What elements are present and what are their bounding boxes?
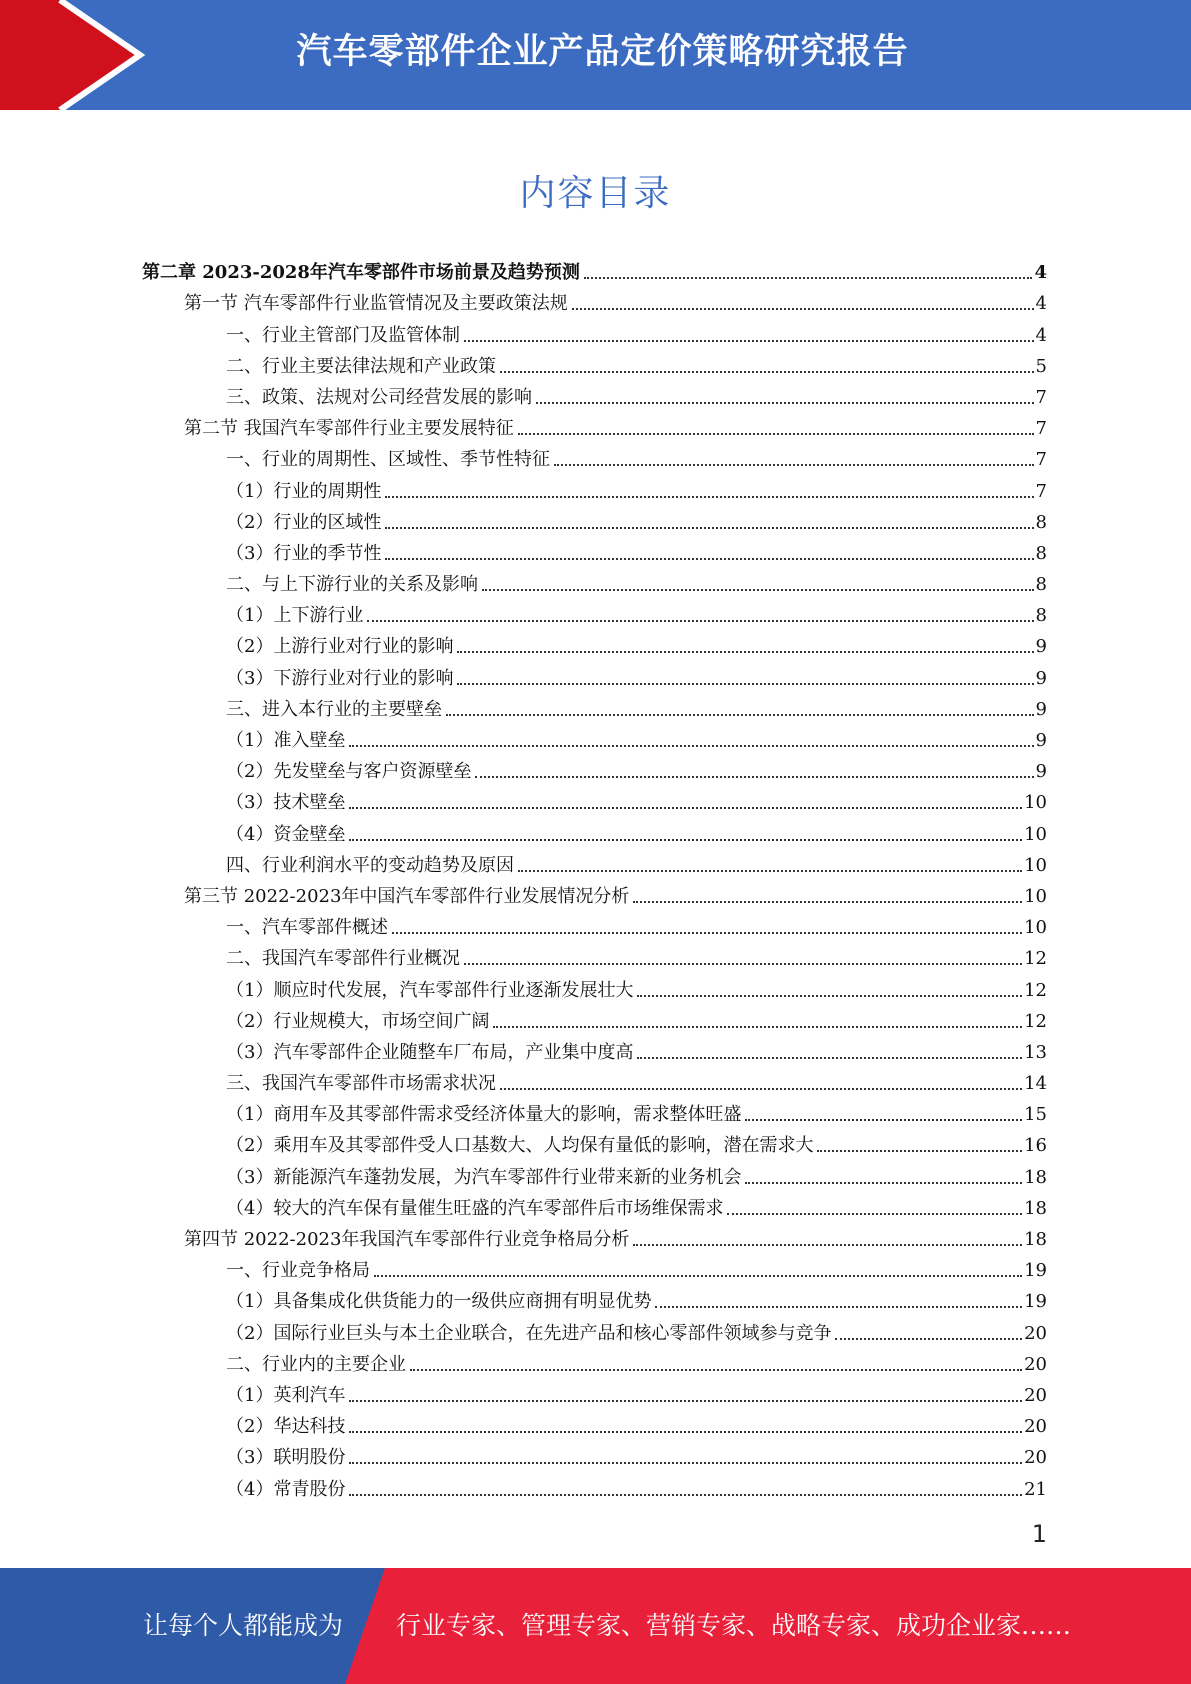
toc-dot-leader: [349, 1400, 1022, 1402]
toc-dot-leader: [518, 433, 1034, 435]
toc-entry-text: （1）行业的周期性: [226, 480, 382, 502]
toc-dot-leader: [410, 1369, 1022, 1371]
toc-entry[interactable]: [0, 1438, 1191, 1469]
toc-entry-page: 4: [1034, 262, 1047, 284]
toc-entry-page: 7: [1035, 418, 1047, 440]
toc-entry[interactable]: [0, 939, 1191, 970]
toc-entry[interactable]: [0, 752, 1191, 783]
toc-entry-text: 第一节 汽车零部件行业监管情况及主要政策法规: [184, 293, 568, 315]
toc-entry-page: 18: [1024, 1197, 1047, 1219]
toc-entry-page: 12: [1024, 948, 1047, 970]
toc-entry[interactable]: [0, 1002, 1191, 1033]
toc-entry[interactable]: [0, 596, 1191, 627]
toc-entry[interactable]: [0, 877, 1191, 908]
toc-entry-page: 8: [1035, 511, 1047, 533]
toc-entry-text: 二、我国汽车零部件行业概况: [226, 948, 460, 970]
toc-entry[interactable]: [0, 814, 1191, 845]
toc-entry-page: 13: [1024, 1041, 1047, 1063]
toc-entry-page: 4: [1035, 293, 1047, 315]
toc-dot-leader: [637, 1057, 1022, 1059]
toc-dot-leader: [655, 1306, 1022, 1308]
toc-dot-leader: [385, 496, 1033, 498]
toc-entry-page: 14: [1024, 1073, 1047, 1095]
toc-entry-page: 10: [1024, 823, 1047, 845]
toc-entry-page: 15: [1024, 1104, 1047, 1126]
toc-dot-leader: [518, 870, 1022, 872]
toc-entry[interactable]: [0, 503, 1191, 534]
toc-entry-page: 8: [1035, 605, 1047, 627]
toc-entry-page: 12: [1024, 979, 1047, 1001]
toc-entry[interactable]: [0, 846, 1191, 877]
toc-dot-leader: [457, 683, 1033, 685]
toc-dot-leader: [475, 776, 1033, 778]
toc-entry-text: 二、行业主要法律法规和产业政策: [226, 355, 496, 377]
toc-entry-text: （2）行业规模大，市场空间广阔: [226, 1010, 490, 1032]
toc-entry[interactable]: [0, 1064, 1191, 1095]
toc-dot-leader: [633, 901, 1022, 903]
toc-entry-text: 三、政策、法规对公司经营发展的影响: [226, 386, 532, 408]
toc-dot-leader: [493, 1026, 1022, 1028]
toc-entry-page: 9: [1035, 698, 1047, 720]
toc-entry[interactable]: [0, 1220, 1191, 1251]
toc-entry-page: 20: [1024, 1353, 1047, 1375]
toc-dot-leader: [817, 1150, 1022, 1152]
toc-entry-text: 一、行业主管部门及监管体制: [226, 324, 460, 346]
toc-dot-leader: [349, 1494, 1022, 1496]
toc-entry[interactable]: [0, 1251, 1191, 1282]
toc-entry-text: 第四节 2022-2023年我国汽车零部件行业竞争格局分析: [184, 1229, 630, 1250]
toc-entry-page: 9: [1035, 636, 1047, 658]
toc-entry-page: 12: [1024, 1010, 1047, 1032]
footer-slogan-left: 让每个人都能成为: [143, 1611, 344, 1640]
toc-entry[interactable]: [0, 721, 1191, 752]
toc-entry[interactable]: [0, 284, 1191, 315]
toc-entry[interactable]: [0, 1313, 1191, 1344]
toc-entry-text: 二、与上下游行业的关系及影响: [226, 574, 478, 596]
toc-dot-leader: [446, 714, 1034, 716]
toc-entry-page: 19: [1024, 1260, 1047, 1282]
toc-dot-leader: [572, 308, 1034, 310]
toc-entry-text: （3）下游行业对行业的影响: [226, 667, 454, 689]
toc-dot-leader: [349, 839, 1022, 841]
toc-list: [0, 253, 1191, 1501]
toc-entry-text: （4）较大的汽车保有量催生旺盛的汽车零部件后市场维保需求: [226, 1197, 724, 1219]
toc-entry-text: （2）行业的区域性: [226, 511, 382, 533]
toc-entry[interactable]: [0, 658, 1191, 689]
toc-entry-page: 4: [1035, 324, 1047, 346]
header-banner: [0, 0, 1191, 110]
toc-entry-text: （2）华达科技: [226, 1416, 346, 1438]
footer-banner: [0, 1568, 1191, 1684]
toc-entry[interactable]: [0, 378, 1191, 409]
toc-entry[interactable]: [0, 253, 1191, 284]
toc-dot-leader: [633, 1244, 1022, 1246]
toc-dot-leader: [464, 963, 1022, 965]
toc-entry-text: （1）英利汽车: [226, 1384, 346, 1406]
toc-dot-leader: [464, 340, 1034, 342]
toc-entry[interactable]: [0, 970, 1191, 1001]
page-number: 1: [1031, 1520, 1047, 1548]
toc-entry[interactable]: [0, 1157, 1191, 1188]
toc-entry[interactable]: [0, 783, 1191, 814]
toc-entry[interactable]: [0, 1189, 1191, 1220]
toc-entry[interactable]: [0, 1376, 1191, 1407]
toc-entry[interactable]: [0, 565, 1191, 596]
toc-entry-text: （2）国际行业巨头与本土企业联合，在先进产品和核心零部件领域参与竞争: [226, 1322, 832, 1344]
toc-heading: 内容目录: [519, 173, 672, 214]
toc-entry-page: 20: [1024, 1384, 1047, 1406]
toc-entry[interactable]: [0, 409, 1191, 440]
toc-entry[interactable]: [0, 1126, 1191, 1157]
toc-entry-text: 四、行业利润水平的变动趋势及原因: [226, 854, 514, 876]
toc-entry-text: 二、行业内的主要企业: [226, 1353, 406, 1375]
toc-entry-page: 7: [1035, 449, 1047, 471]
toc-entry-text: 第三节 2022-2023年中国汽车零部件行业发展情况分析: [184, 885, 630, 907]
toc-dot-leader: [727, 1213, 1022, 1215]
toc-entry-text: （3）联明股份: [226, 1447, 346, 1469]
toc-entry-text: （1）上下游行业: [226, 605, 364, 627]
toc-entry[interactable]: [0, 315, 1191, 346]
toc-entry-text: （4）资金壁垒: [226, 823, 346, 845]
toc-entry-text: （1）准入壁垒: [226, 730, 346, 751]
toc-dot-leader: [745, 1119, 1022, 1121]
toc-entry-text: 第二节 我国汽车零部件行业主要发展特征: [184, 418, 514, 440]
toc-entry-page: 18: [1024, 1166, 1047, 1188]
toc-entry-text: （3）技术壁垒: [226, 792, 346, 814]
toc-entry-page: 10: [1024, 885, 1047, 907]
toc-entry-page: 9: [1035, 761, 1047, 783]
toc-entry-page: 19: [1024, 1291, 1047, 1313]
toc-dot-leader: [374, 1275, 1022, 1277]
toc-entry-page: 8: [1035, 542, 1047, 564]
toc-entry-text: （1）商用车及其零部件需求受经济体量大的影响，需求整体旺盛: [226, 1104, 742, 1126]
toc-dot-leader: [385, 558, 1033, 560]
toc-dot-leader: [745, 1182, 1022, 1184]
toc-entry-page: 7: [1035, 386, 1047, 408]
toc-dot-leader: [637, 995, 1022, 997]
toc-entry-page: 9: [1035, 730, 1047, 751]
toc-dot-leader: [482, 589, 1034, 591]
toc-entry-page: 20: [1024, 1416, 1047, 1438]
toc-entry-text: 三、进入本行业的主要壁垒: [226, 698, 442, 720]
toc-entry[interactable]: [0, 1033, 1191, 1064]
toc-entry-page: 21: [1024, 1478, 1047, 1500]
toc-entry-page: 16: [1024, 1135, 1047, 1157]
toc-entry[interactable]: [0, 1095, 1191, 1126]
toc-entry-text: 一、汽车零部件概述: [226, 917, 388, 939]
toc-dot-leader: [835, 1338, 1022, 1340]
toc-entry[interactable]: [0, 1345, 1191, 1376]
toc-dot-leader: [500, 1088, 1022, 1090]
toc-dot-leader: [584, 277, 1033, 279]
footer-slogan-right: 行业专家、管理专家、营销专家、战略专家、成功企业家……: [396, 1611, 1072, 1640]
toc-entry[interactable]: [0, 347, 1191, 378]
report-title: 汽车零部件企业产品定价策略研究报告: [296, 32, 909, 72]
toc-entry-page: 10: [1024, 854, 1047, 876]
toc-dot-leader: [457, 651, 1033, 653]
toc-entry[interactable]: [0, 471, 1191, 502]
toc-entry-page: 20: [1024, 1447, 1047, 1469]
toc-entry-text: （3）汽车零部件企业随整车厂布局，产业集中度高: [226, 1041, 634, 1063]
toc-entry-page: 10: [1024, 917, 1047, 939]
toc-entry-text: 一、行业的周期性、区域性、季节性特征: [226, 449, 550, 471]
toc-entry[interactable]: [0, 690, 1191, 721]
toc-entry-text: （1）具备集成化供货能力的一级供应商拥有明显优势: [226, 1291, 652, 1313]
toc-entry-text: 一、行业竞争格局: [226, 1260, 370, 1282]
toc-dot-leader: [349, 1462, 1022, 1464]
toc-entry-text: 三、我国汽车零部件市场需求状况: [226, 1073, 496, 1095]
toc-dot-leader: [349, 807, 1022, 809]
toc-dot-leader: [367, 620, 1033, 622]
toc-entry-text: （2）上游行业对行业的影响: [226, 636, 454, 658]
toc-dot-leader: [500, 371, 1034, 373]
toc-entry[interactable]: [0, 627, 1191, 658]
toc-dot-leader: [536, 402, 1034, 404]
toc-dot-leader: [392, 932, 1022, 934]
toc-entry-page: 5: [1035, 355, 1047, 377]
toc-dot-leader: [349, 745, 1033, 747]
toc-entry-text: （3）新能源汽车蓬勃发展，为汽车零部件行业带来新的业务机会: [226, 1166, 742, 1188]
toc-entry-text: （1）顺应时代发展，汽车零部件行业逐渐发展壮大: [226, 979, 634, 1001]
toc-entry-page: 7: [1035, 480, 1047, 502]
toc-entry[interactable]: [0, 1407, 1191, 1438]
toc-entry-text: （4）常青股份: [226, 1478, 346, 1500]
toc-entry[interactable]: [0, 1469, 1191, 1500]
toc-entry-text: （3）行业的季节性: [226, 542, 382, 564]
toc-entry-text: （2）乘用车及其零部件受人口基数大、人均保有量低的影响，潜在需求大: [226, 1135, 814, 1157]
toc-dot-leader: [385, 527, 1033, 529]
toc-entry[interactable]: [0, 534, 1191, 565]
toc-dot-leader: [554, 464, 1034, 466]
toc-entry-text: （2）先发壁垒与客户资源壁垒: [226, 761, 472, 783]
toc-entry-page: 9: [1035, 667, 1047, 689]
toc-entry-page: 10: [1024, 792, 1047, 814]
toc-dot-leader: [349, 1431, 1022, 1433]
toc-entry[interactable]: [0, 1282, 1191, 1313]
toc-entry-page: 20: [1024, 1322, 1047, 1344]
toc-entry-text: 第二章 2023-2028年汽车零部件市场前景及趋势预测: [142, 262, 580, 284]
toc-entry[interactable]: [0, 908, 1191, 939]
toc-entry-page: 8: [1035, 574, 1047, 596]
toc-entry[interactable]: [0, 440, 1191, 471]
toc-entry-page: 18: [1024, 1229, 1047, 1250]
